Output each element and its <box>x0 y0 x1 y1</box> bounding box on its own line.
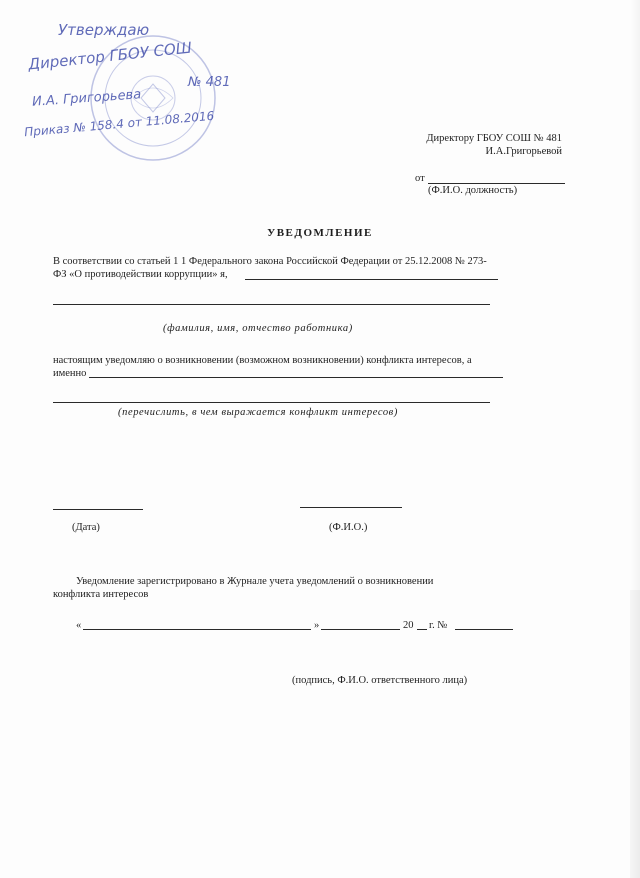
approval-signature: И.А. Григорьева <box>31 87 142 110</box>
caption-conflict-description: (перечислить, в чем выражается конфликт интересов) <box>118 407 398 418</box>
registration-date-close-quote: » <box>314 620 320 631</box>
approval-handwriting-line: № 481 <box>188 75 231 90</box>
registration-number-label: г. № <box>429 620 448 631</box>
date-signature-line[interactable] <box>53 509 143 510</box>
paragraph-2-line-1: настоящим уведомляю о возникновении (возможном возникновении) конфликта интересов, а <box>53 355 472 366</box>
conflict-field-line[interactable] <box>89 377 503 378</box>
addressee-line-1: Директору ГБОУ СОШ № 481 <box>426 133 562 144</box>
registration-day-month-field[interactable] <box>83 629 311 630</box>
from-caption: (Ф.И.О. должность) <box>428 185 518 196</box>
page-edge-shadow <box>630 0 640 878</box>
approval-handwriting-line: Директор ГБОУ СОШ <box>27 38 193 74</box>
responsible-person-caption: (подпись, Ф.И.О. ответственного лица) <box>292 675 468 686</box>
name-field-line-2[interactable] <box>53 304 490 305</box>
approval-handwriting-line: Утверждаю <box>58 21 150 39</box>
paragraph-1-line-2: ФЗ «О противодействии коррупции» я, <box>53 269 228 280</box>
registration-line-2: конфликта интересов <box>53 589 149 600</box>
registration-month-field[interactable] <box>321 629 400 630</box>
document-title: УВЕДОМЛЕНИЕ <box>267 227 373 239</box>
approval-handwriting-line: Приказ № 158.4 от 11.08.2016 <box>23 108 215 140</box>
conflict-field-line-2[interactable] <box>53 402 490 403</box>
registration-number-field[interactable] <box>455 629 513 630</box>
registration-year-prefix: 20 <box>403 620 414 631</box>
from-label: от <box>415 173 425 184</box>
registration-date-open-quote: « <box>76 620 82 631</box>
registration-line-1: Уведомление зарегистрировано в Журнале учета уведомлений о возникновении <box>76 576 434 587</box>
approval-stamp <box>18 18 288 168</box>
date-label: (Дата) <box>72 522 100 533</box>
paragraph-2-line-2: именно <box>53 368 87 379</box>
name-signature-line[interactable] <box>300 507 402 508</box>
paragraph-1-line-1: В соответствии со статьей 1 1 Федерального закона Российской Федерации от 25.12.2008 № 273- <box>53 256 487 267</box>
name-field-line[interactable] <box>245 279 498 280</box>
caption-employee-name: (фамилия, имя, отчество работника) <box>163 323 353 334</box>
registration-year-field[interactable] <box>417 629 427 630</box>
name-label: (Ф.И.О.) <box>329 522 368 533</box>
addressee-line-2: И.А.Григорьевой <box>485 146 562 157</box>
